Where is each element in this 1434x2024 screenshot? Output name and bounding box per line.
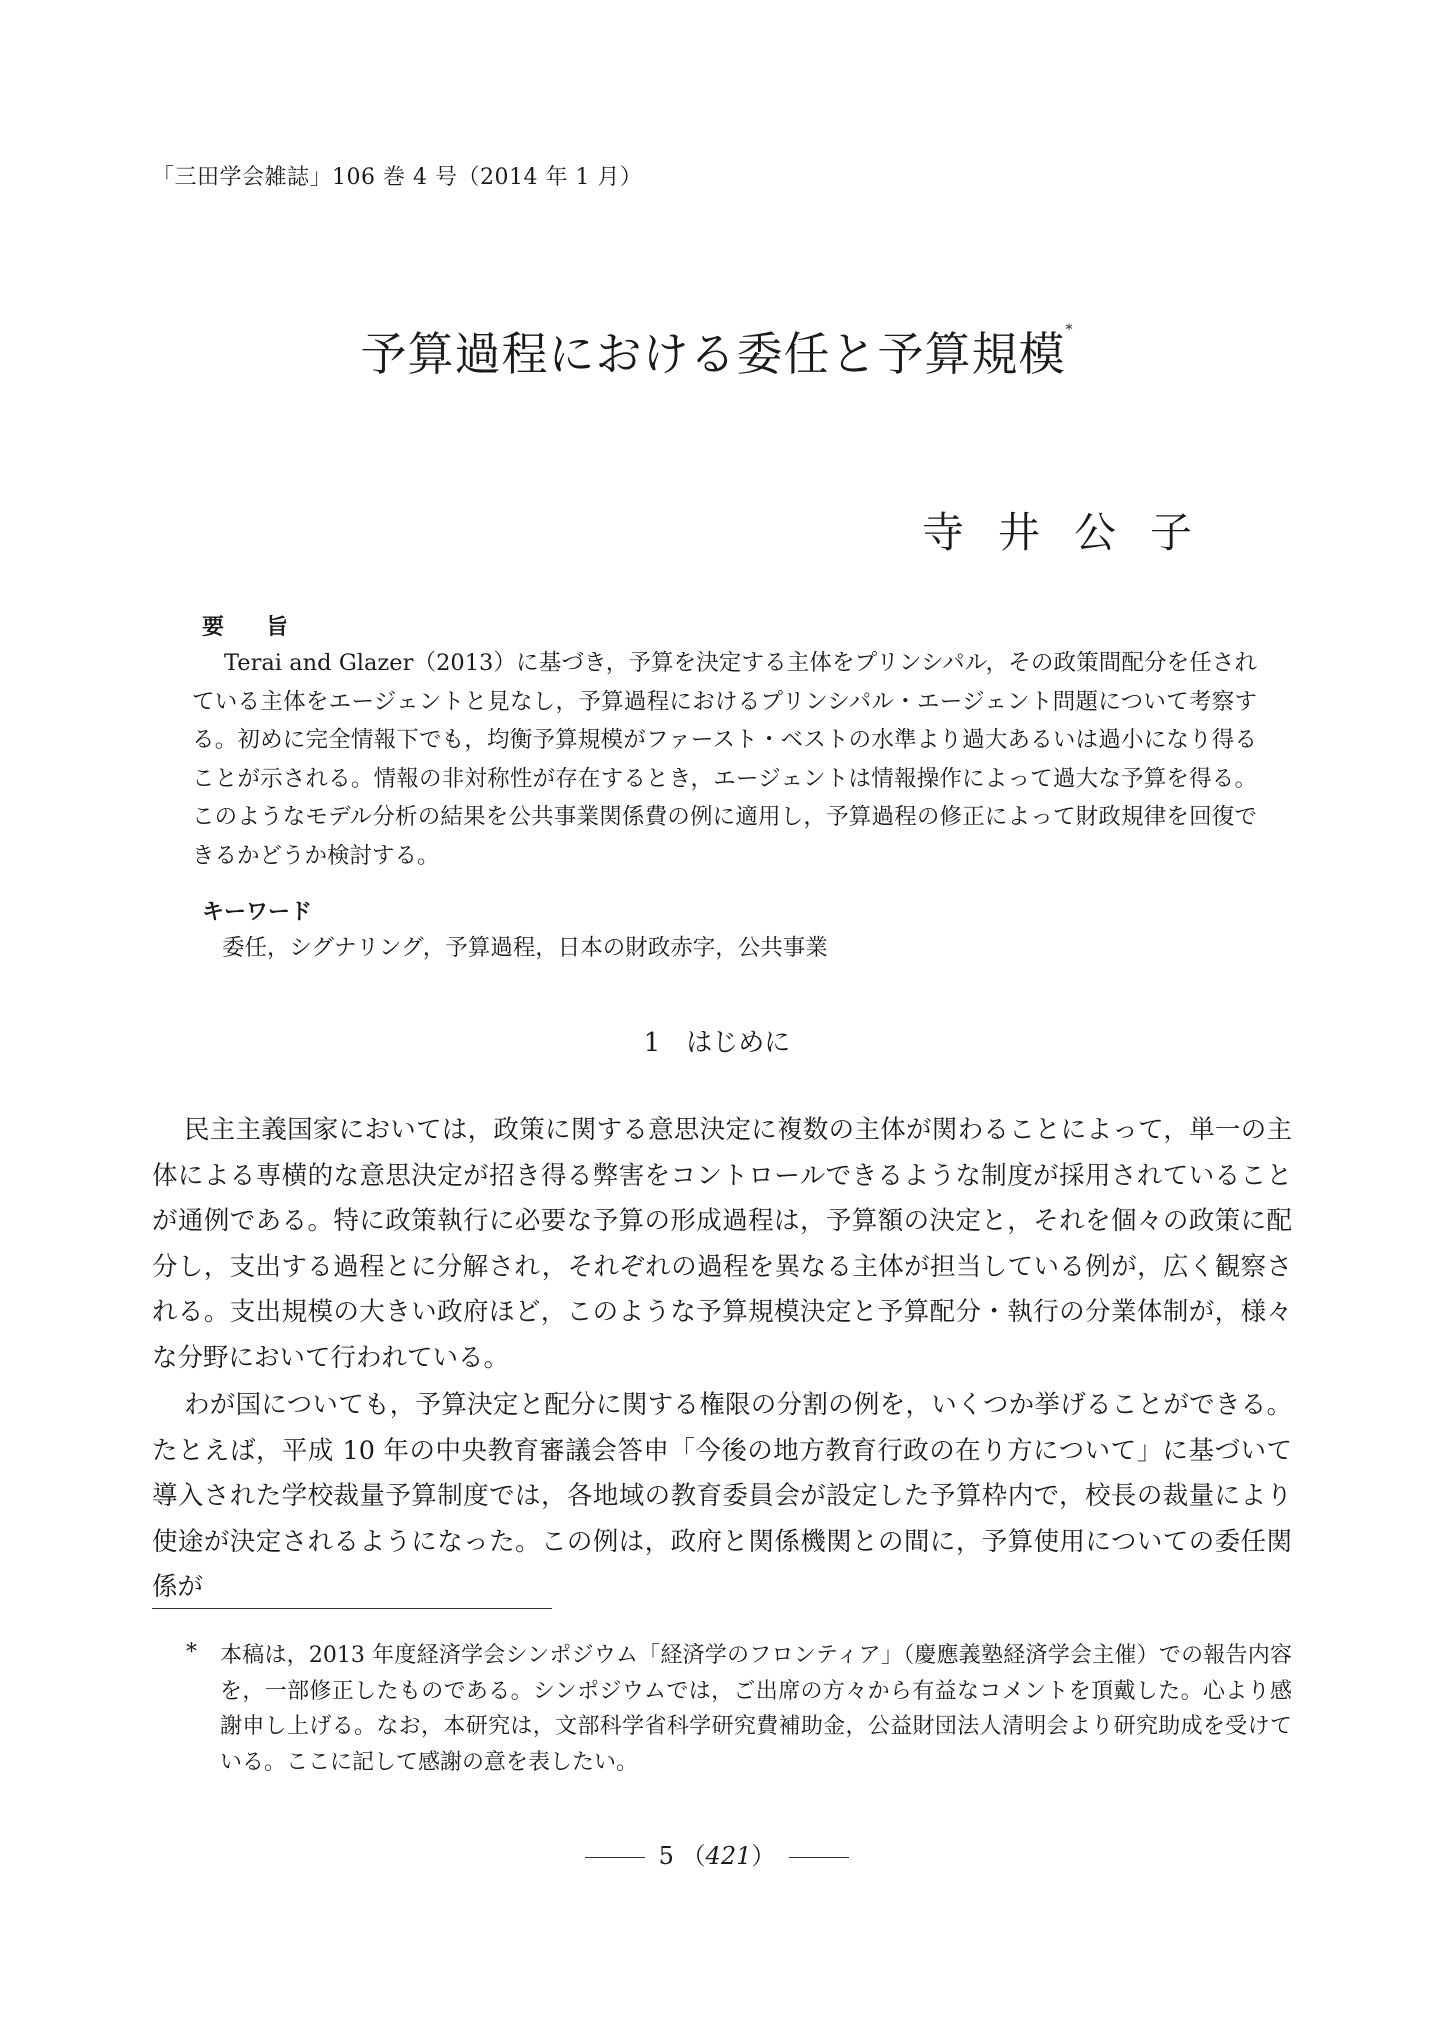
footnote-mark: * [186,1640,197,1665]
body-paragraph-2: わが国についても，予算決定と配分に関する権限の分割の例を，いくつか挙げることができる。たとえば，平成 10 年の中央教育審議会答申「今後の地方教育行政の在り方について」に基づいて導入された学校裁量予算制度では，各地域の教育委員会が設定した予算枠内で，校長の裁量により使途が決定されるようになった。この例は，政府と関係機関との間に，予算使用についての委任関係が [152,1390,1292,1603]
section-heading [0,1022,1434,1059]
paper-title [0,318,1434,384]
body-paragraph-1: 民主主義国家においては，政策に関する意思決定に複数の主体が関わることによって，単一の主体による専横的な意思決定が招き得る弊害をコントロールできるような制度が採用されていることが通例である。特に政策執行に必要な予算の形成過程は，予算額の決定と，それを個々の政策に配分し，支出する過程とに分解され，それぞれの過程を異なる主体が担当している例が，広く観察される。支出規模の大きい政府ほど，このような予算規模決定と予算配分・執行の分業体制が，様々な分野において行われている。 [152,1115,1292,1373]
footnote-text: 本稿は，2013 年度経済学会シンポジウム「経済学のフロンティア」（慶應義塾経済学会主催）での報告内容を，一部修正したものである。シンポジウムでは，ご出席の方々から有益なコメントを頂戴した。心より感謝申し上げる。なお，本研究は，文部科学省科学研究費補助金，公益財団法人清明会より研究助成を受けている。ここに記して感謝の意を表したい。 [220,1643,1292,1775]
page-dash-left [585,1857,645,1858]
abstract-heading: 要旨 [202,615,331,640]
abstract-body: Terai and Glazer（2013）に基づき，予算を決定する主体をプリンシパル，その政策間配分を任されている主体をエージェントと見なし，予算過程におけるプリンシパル・エージェント問題について考察する。初めに完全情報下でも，均衡予算規模がファースト・ベストの水準より過大あるいは過小になり得ることが示される。情報の非対称性が存在するとき，エージェントは情報操作によって過大な予算を得る。このようなモデル分析の結果を公共事業関係費の例に適用し，予算過程の修正によって財政規律を回復できるかどうか検討する。 [192,650,1257,869]
page-dash-right [789,1857,849,1858]
keyword-heading: キーワード [202,900,313,925]
title-footnote-mark[interactable]: * [1065,322,1074,338]
page-number: 5 [658,1842,674,1870]
section-title: はじめに [686,1028,791,1058]
author-name: 寺井公子 [921,508,1226,557]
journal-citation: 「三田学会雑誌」106 巻 4 号（2014 年 1 月） [152,165,643,190]
section-number: 1 [643,1028,661,1058]
keyword-list: 委任，シグナリング，予算過程，日本の財政赤字，公共事業 [222,935,828,961]
paper-title-text: 予算過程における委任と予算規模 [360,327,1066,381]
page-total-number: 421 [705,1842,752,1870]
page-footer: 5 （421） [0,1836,1434,1871]
footnote-divider [152,1608,552,1609]
